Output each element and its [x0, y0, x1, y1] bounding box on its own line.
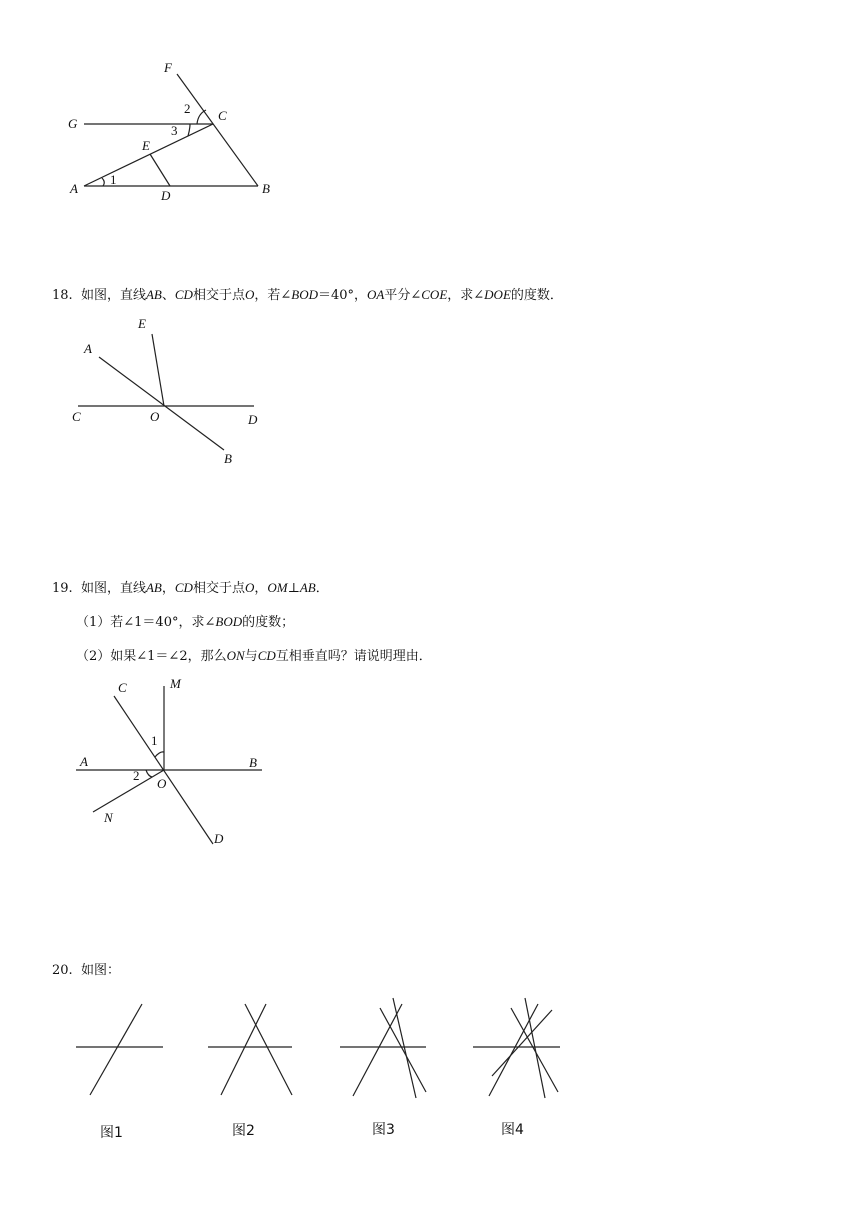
question-18-text [52, 287, 563, 304]
text-segment: BOD [215, 614, 243, 629]
figure-18 [0, 310, 860, 510]
text-segment: ，若∠ [254, 288, 292, 303]
angle-arc-2 [146, 770, 152, 777]
text-segment: DOE [484, 287, 511, 302]
text-segment: ⊥ [287, 581, 300, 596]
label-D: D [214, 831, 224, 846]
text-segment: 的度数； [242, 615, 295, 630]
label-B: B [224, 451, 232, 466]
text-segment: 相交于点 [192, 288, 245, 303]
text-segment: AB [145, 580, 162, 595]
label-C: C [218, 108, 227, 123]
question-19-text [52, 580, 329, 597]
angle-label-1: 1 [110, 172, 117, 187]
caption-fig-1: 图1 [100, 1125, 123, 1141]
label-M: M [170, 676, 181, 691]
text-segment: OM [267, 580, 288, 595]
figure-17 [0, 0, 860, 210]
caption-fig-4: 图4 [501, 1122, 524, 1138]
question-number: 19. [52, 581, 73, 596]
label-E: E [138, 316, 146, 331]
text-segment: ， [254, 581, 268, 596]
label-N: N [104, 810, 113, 825]
line-ON [93, 770, 164, 812]
text-segment: ，求∠ [447, 288, 485, 303]
text-segment: AB [299, 580, 316, 595]
text-segment: CD [257, 648, 276, 663]
angle-arc-1 [155, 752, 164, 757]
diagram-4 [473, 998, 560, 1098]
text-segment: OA [367, 287, 385, 302]
diagram-1 [76, 1004, 163, 1095]
label-F: F [164, 60, 172, 75]
text-segment: 的度数． [510, 288, 563, 303]
label-B: B [249, 755, 257, 770]
line-OE [152, 334, 164, 406]
figure-19 [0, 672, 860, 852]
label-B: B [262, 181, 270, 196]
text-segment: BOD [291, 287, 318, 302]
question-19-sub-2 [76, 648, 432, 665]
angle-arc-1 [102, 178, 104, 186]
text-segment: ． [315, 581, 329, 596]
question-number: 20. [52, 963, 73, 978]
diagram-2 [208, 1004, 292, 1095]
label-C: C [118, 680, 127, 695]
text-segment: 与 [244, 649, 258, 664]
diagram-3 [340, 998, 426, 1098]
angle-arc-3 [188, 124, 190, 136]
text-segment: O [244, 287, 255, 302]
caption-fig-2: 图2 [232, 1123, 255, 1139]
question-19-sub-1 [76, 614, 294, 631]
text-segment: （1）若∠1＝40°，求∠ [76, 615, 216, 630]
label-A: A [80, 754, 88, 769]
label-A: A [70, 181, 78, 196]
text-segment: 如图： [80, 963, 120, 978]
text-segment: 相交于点 [192, 581, 245, 596]
text-segment: 、 [161, 288, 175, 303]
text-segment: ， [161, 581, 175, 596]
angle-label-3: 3 [171, 123, 178, 138]
text-segment: （2）如果∠1＝∠2，那么 [76, 649, 227, 664]
text-segment: AB [145, 287, 162, 302]
text-segment: 如图，直线 [80, 581, 146, 596]
text-segment: 如图，直线 [80, 288, 146, 303]
angle-label-2: 2 [133, 768, 140, 783]
text-segment: COE [421, 287, 448, 302]
question-20-text [52, 963, 120, 979]
angle-label-1: 1 [151, 733, 158, 748]
text-segment: CD [174, 287, 193, 302]
question-number: 18. [52, 288, 73, 303]
label-G: G [68, 116, 78, 131]
label-D: D [161, 188, 171, 203]
label-C: C [72, 409, 81, 424]
line-AC [84, 124, 213, 186]
label-O: O [150, 409, 160, 424]
text-segment: ON [226, 648, 245, 663]
line-ED [150, 154, 170, 186]
text-segment: CD [174, 580, 193, 595]
angle-label-2: 2 [184, 101, 191, 116]
text-segment: O [244, 580, 255, 595]
label-A: A [84, 341, 92, 356]
text-segment: ＝40°， [317, 288, 368, 303]
label-D: D [248, 412, 258, 427]
caption-fig-3: 图3 [372, 1122, 395, 1138]
text-segment: 互相垂直吗？请说明理由． [275, 649, 432, 664]
figure-20 [0, 990, 860, 1160]
label-O: O [157, 776, 167, 791]
text-segment: 平分∠ [384, 288, 422, 303]
label-E: E [142, 138, 150, 153]
line-AB [99, 357, 224, 450]
